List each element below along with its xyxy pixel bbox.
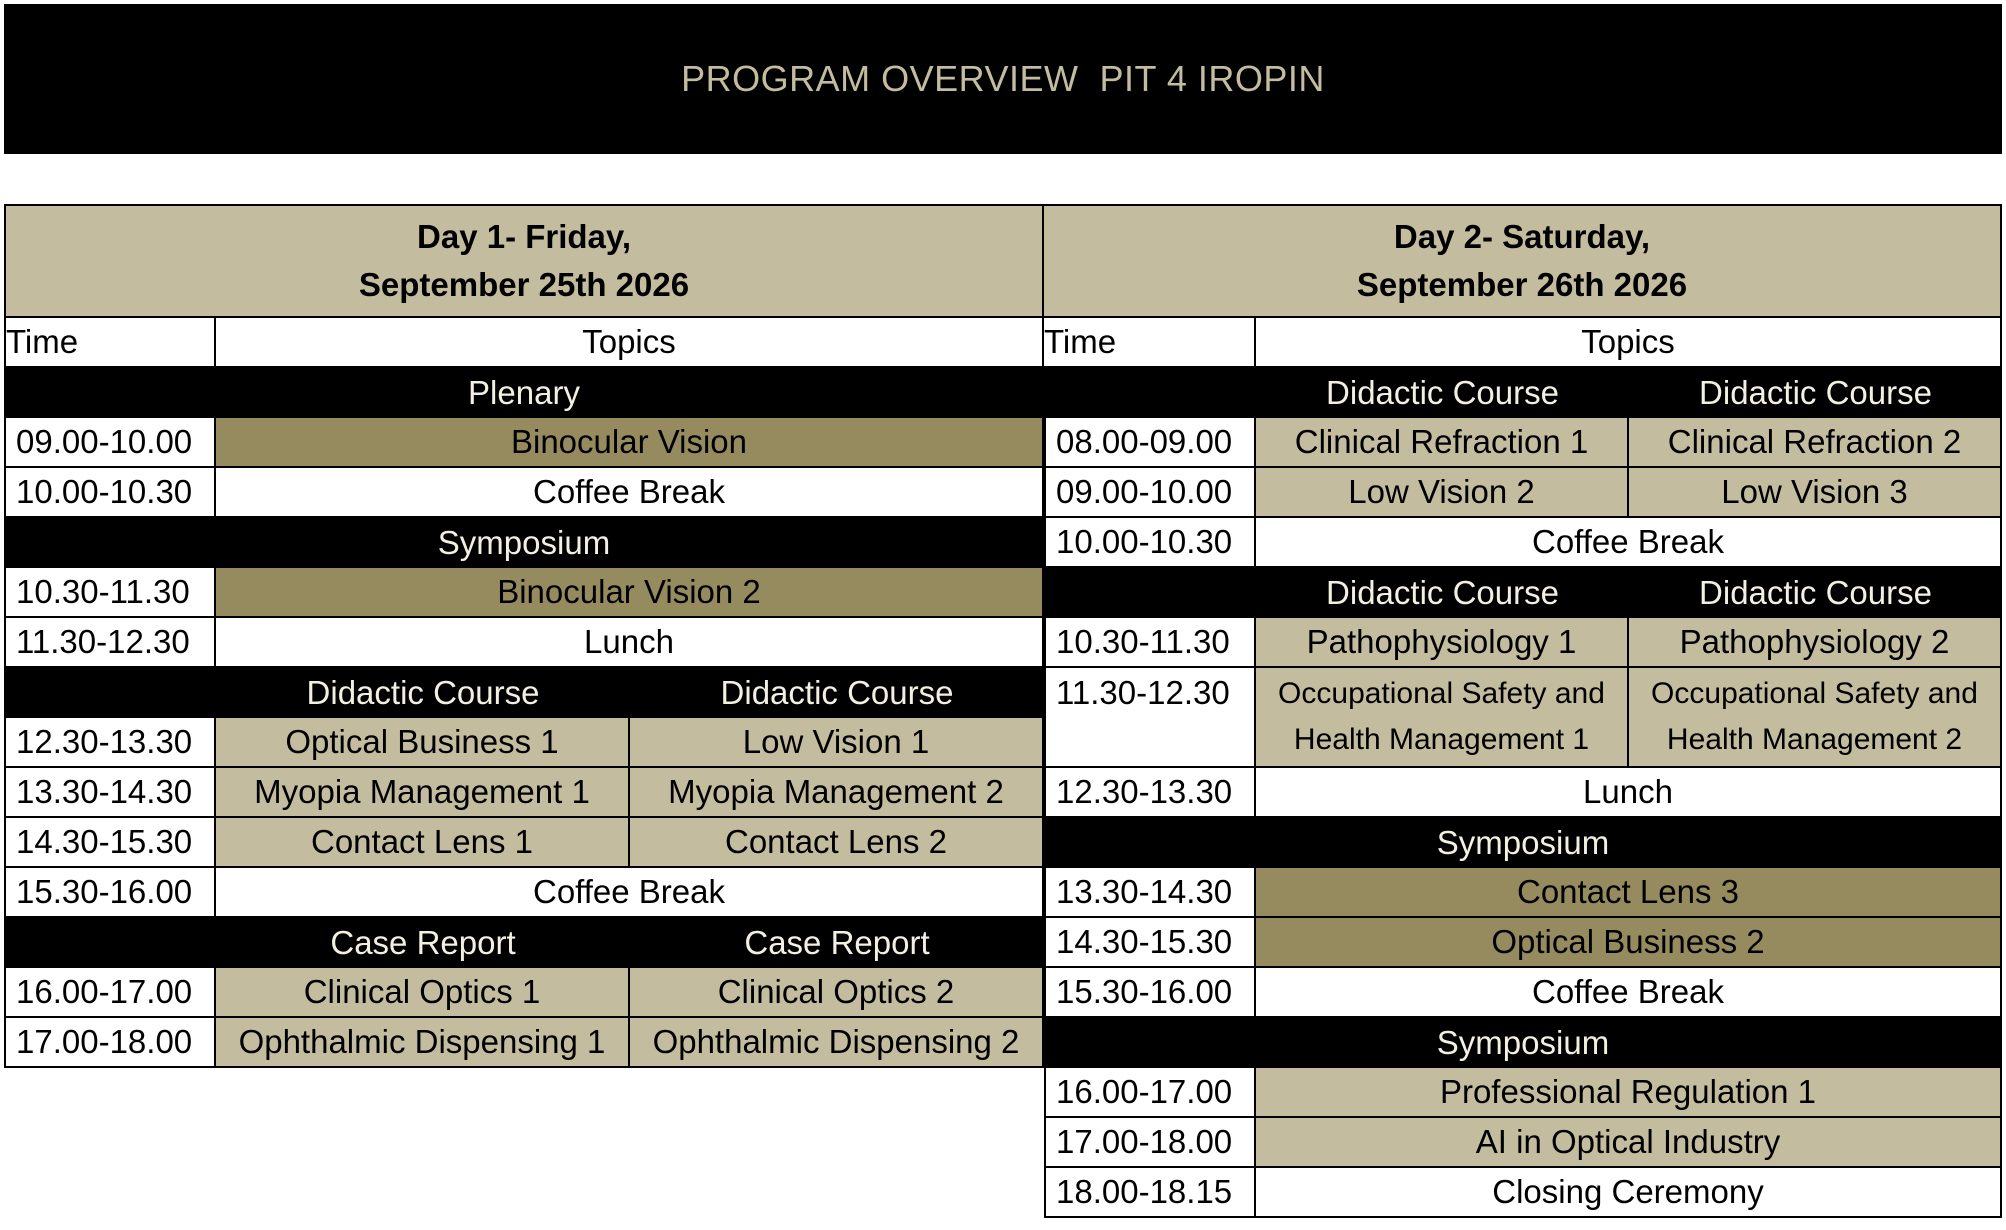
topic-cell: Lunch [1256,768,2002,818]
topic-cell: Clinical Optics 1 [216,968,630,1018]
table-row [1044,618,2002,668]
topic-cell: Coffee Break [1256,968,2002,1018]
table-row [1044,1068,2002,1118]
section-label: Symposium [1044,1018,2002,1068]
section-label: Symposium [4,518,1044,568]
topic-cell: Coffee Break [216,868,1044,918]
topic-cell: Ophthalmic Dispensing 1 [216,1018,630,1068]
day2-header [1044,204,2002,318]
topic-cell: Professional Regulation 1 [1256,1068,2002,1118]
section-label: Didactic Course [216,668,630,718]
section-label: Case Report [630,918,1044,968]
day2-topics-header: Topics [1256,318,2002,368]
day2-column-headers [1044,318,2002,368]
table-row [1044,1168,2002,1218]
time-cell: 14.30-15.30 [4,818,216,868]
topic-cell: Contact Lens 1 [216,818,630,868]
time-cell: 16.00-17.00 [1044,1068,1256,1118]
time-cell: 13.30-14.30 [4,768,216,818]
section-label: Case Report [216,918,630,968]
section-label: Didactic Course [1629,368,2002,418]
time-cell: 15.30-16.00 [1044,968,1256,1018]
time-cell: 17.00-18.00 [1044,1118,1256,1168]
topic-cell: Clinical Refraction 2 [1629,418,2002,468]
table-row [4,968,1044,1018]
section-label: Symposium [1044,818,2002,868]
topic-cell: Pathophysiology 2 [1629,618,2002,668]
time-cell: 12.30-13.30 [4,718,216,768]
day2-section-didactic-2 [1044,568,2002,618]
day1-section-symposium [4,518,1044,568]
day1-section-plenary [4,368,1044,418]
time-cell: 09.00-10.00 [4,418,216,468]
table-row [4,718,1044,768]
topic-cell [1256,668,1629,768]
topic-cell: Contact Lens 2 [630,818,1044,868]
section-label: Plenary [4,368,1044,418]
time-cell: 09.00-10.00 [1044,468,1256,518]
time-cell: 14.30-15.30 [1044,918,1256,968]
day1-header-date: September 25th 2026 [358,266,690,303]
time-cell: 17.00-18.00 [4,1018,216,1068]
topic-line: Health Management 1 [1293,723,1590,756]
section-spacer [1044,568,1256,618]
time-cell: 11.30-12.30 [1044,668,1256,768]
topic-cell: Ophthalmic Dispensing 2 [630,1018,1044,1068]
day2-schedule [1044,204,2002,1218]
day1-topics-header: Topics [216,318,1044,368]
day2-section-symposium-2 [1044,1018,2002,1068]
time-cell: 10.30-11.30 [1044,618,1256,668]
time-cell: 16.00-17.00 [4,968,216,1018]
topic-cell: Myopia Management 1 [216,768,630,818]
topic-cell: Binocular Vision 2 [216,568,1044,618]
topic-cell: AI in Optical Industry [1256,1118,2002,1168]
time-cell: 12.30-13.30 [1044,768,1256,818]
day1-schedule [4,204,1044,1068]
table-row [1044,518,2002,568]
table-row [1044,468,2002,518]
topic-cell: Coffee Break [216,468,1044,518]
time-cell: 10.30-11.30 [4,568,216,618]
day1-column-headers [4,318,1044,368]
topic-cell: Binocular Vision [216,418,1044,468]
topic-line: Health Management 2 [1666,723,1963,756]
table-row [4,1018,1044,1068]
topic-cell: Low Vision 2 [1256,468,1629,518]
topic-line: Occupational Safety and [1651,677,1978,710]
section-label: Didactic Course [1256,368,1629,418]
section-label: Didactic Course [1629,568,2002,618]
day1-header-line1: Day 1- Friday, [417,218,631,255]
topic-cell: Clinical Optics 2 [630,968,1044,1018]
topic-cell: Optical Business 1 [216,718,630,768]
time-cell: 13.30-14.30 [1044,868,1256,918]
table-row [1044,668,2002,768]
topic-cell: Contact Lens 3 [1256,868,2002,918]
day2-header-line1: Day 2- Saturday, [1393,218,1651,255]
table-row [4,768,1044,818]
table-row [1044,918,2002,968]
topic-line: Occupational Safety and [1278,677,1605,710]
table-row [4,818,1044,868]
table-row [4,418,1044,468]
day2-time-header: Time [1044,318,1256,368]
topic-cell: Coffee Break [1256,518,2002,568]
section-spacer [1044,368,1256,418]
topic-cell: Clinical Refraction 1 [1256,418,1629,468]
topic-cell: Myopia Management 2 [630,768,1044,818]
day2-section-didactic [1044,368,2002,418]
table-row [1044,418,2002,468]
topic-cell: Low Vision 3 [1629,468,2002,518]
time-cell: 10.00-10.30 [4,468,216,518]
time-cell: 11.30-12.30 [4,618,216,668]
day1-section-didactic [4,668,1044,718]
table-row [4,568,1044,618]
day2-header-date: September 26th 2026 [1356,266,1688,303]
topic-cell: Pathophysiology 1 [1256,618,1629,668]
table-row [1044,868,2002,918]
topic-cell: Optical Business 2 [1256,918,2002,968]
time-cell: 18.00-18.15 [1044,1168,1256,1218]
section-label: Didactic Course [630,668,1044,718]
table-row [4,468,1044,518]
program-title-banner: PROGRAM OVERVIEW PIT 4 IROPIN [4,4,2002,154]
topic-cell: Low Vision 1 [630,718,1044,768]
table-row [4,618,1044,668]
table-row [4,868,1044,918]
table-row [1044,768,2002,818]
section-spacer [4,918,216,968]
day1-header [4,204,1044,318]
day2-section-symposium [1044,818,2002,868]
time-cell: 15.30-16.00 [4,868,216,918]
day1-section-case-report [4,918,1044,968]
time-cell: 10.00-10.30 [1044,518,1256,568]
topic-cell [1629,668,2002,768]
topic-cell: Lunch [216,618,1044,668]
day1-time-header: Time [4,318,216,368]
table-row [1044,968,2002,1018]
section-label: Didactic Course [1256,568,1629,618]
topic-cell: Closing Ceremony [1256,1168,2002,1218]
table-row [1044,1118,2002,1168]
time-cell: 08.00-09.00 [1044,418,1256,468]
section-spacer [4,668,216,718]
